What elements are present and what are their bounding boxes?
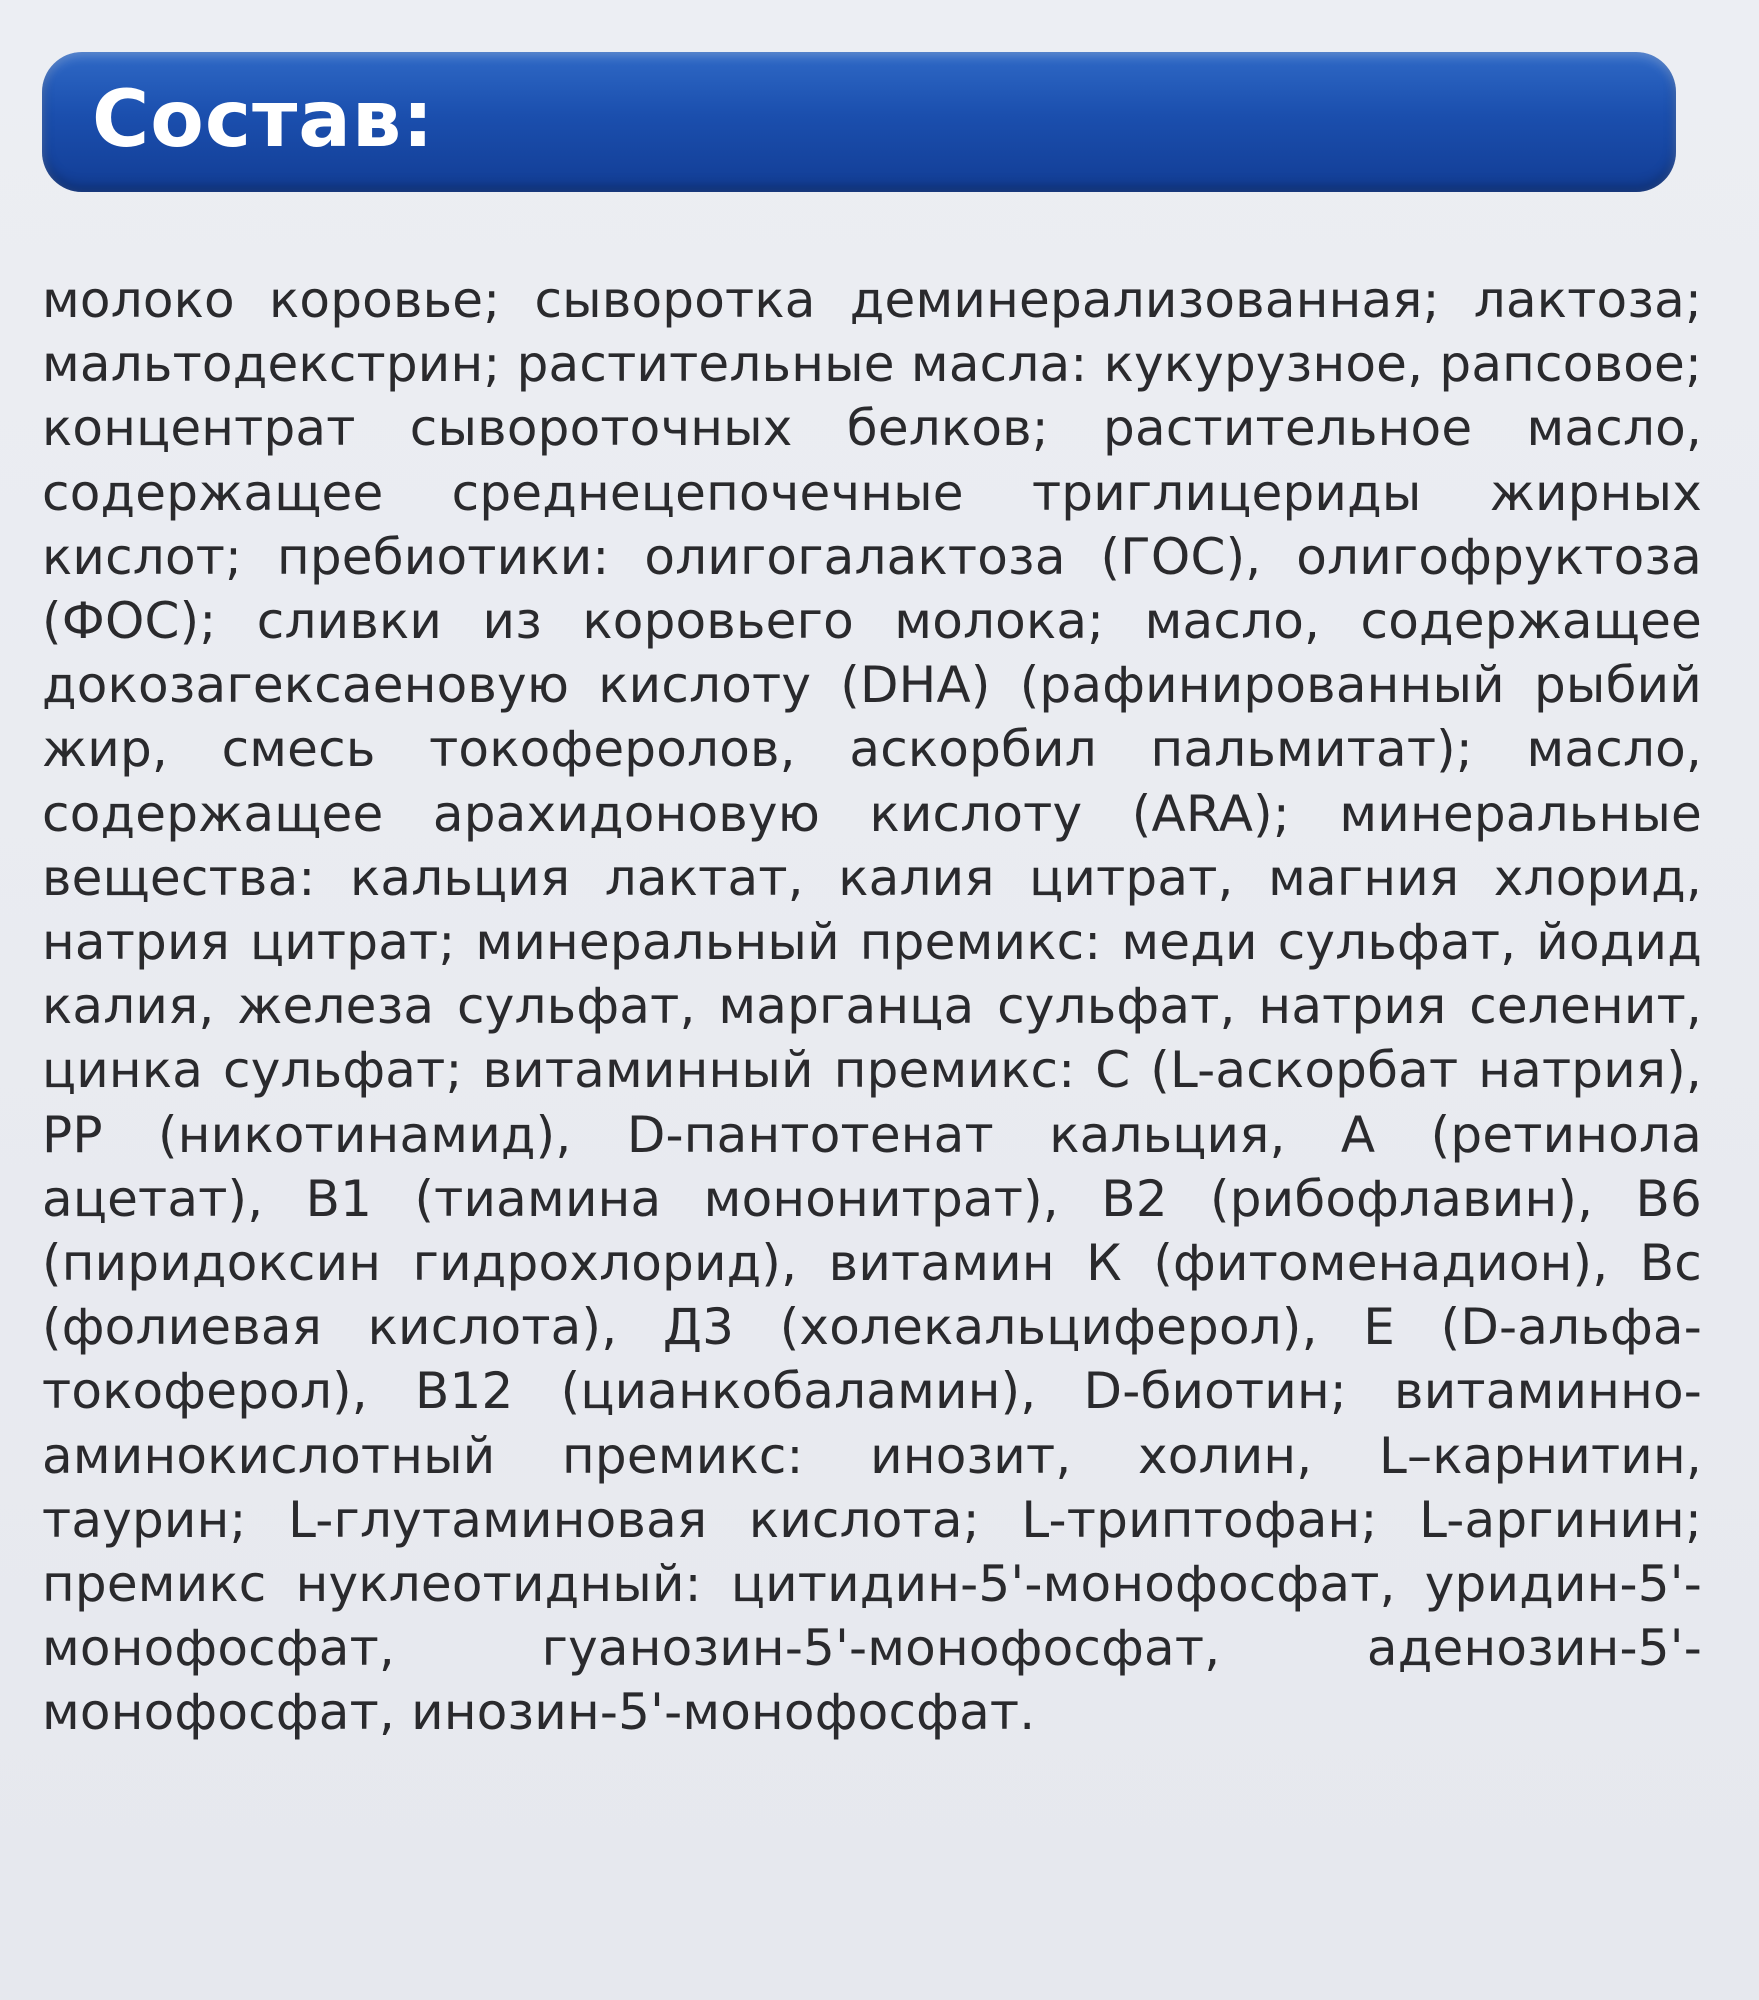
- ingredients-text: молоко коровье; сыворотка деминерализованная; лактоза; мальтодекстрин; растительные масла: кукурузное, рапсовое; концентрат сывороточных белков; растительное масло, содержащее среднецепочечные триглицериды жирных кислот; пребиотики: олигогалактоза (ГОС), олигофруктоза (ФОС); сливки из коровьего молока; масло, содержащее докозагексаеновую кислоту (DHA) (рафинированный рыбий жир, смесь токоферолов, аскорбил пальмитат); масло, содержащее арахидоновую кислоту (ARA); минеральные вещества: кальция лактат, калия цитрат, магния хлорид, натрия цитрат; минеральный премикс: меди сульфат, йодид калия, железа сульфат, марганца сульфат, натрия селенит, цинка сульфат; витаминный премикс: С (L-аскорбат натрия), РР (никотинамид), D-пантотенат кальция, А (ретинола ацетат), В1 (тиамина мононитрат), В2 (рибофлавин), В6 (пиридоксин гидрохлорид), витамин К (фитоменадион), Вс (фолиевая кислота), Д3 (холекальциферол), Е (D-альфа-токоферол), В12 (цианкобаламин), D-биотин; витаминно-аминокислотный премикс: инозит, холин, L–карнитин, таурин; L-глутаминовая кислота; L-триптофан; L-аргинин; премикс нуклеотидный: цитидин-5'-монофосфат, уридин-5'-монофосфат, гуанозин-5'-монофосфат, аденозин-5'-монофосфат, инозин-5'-монофосфат.: [42, 271, 1702, 1742]
- section-title: Состав:: [92, 75, 435, 165]
